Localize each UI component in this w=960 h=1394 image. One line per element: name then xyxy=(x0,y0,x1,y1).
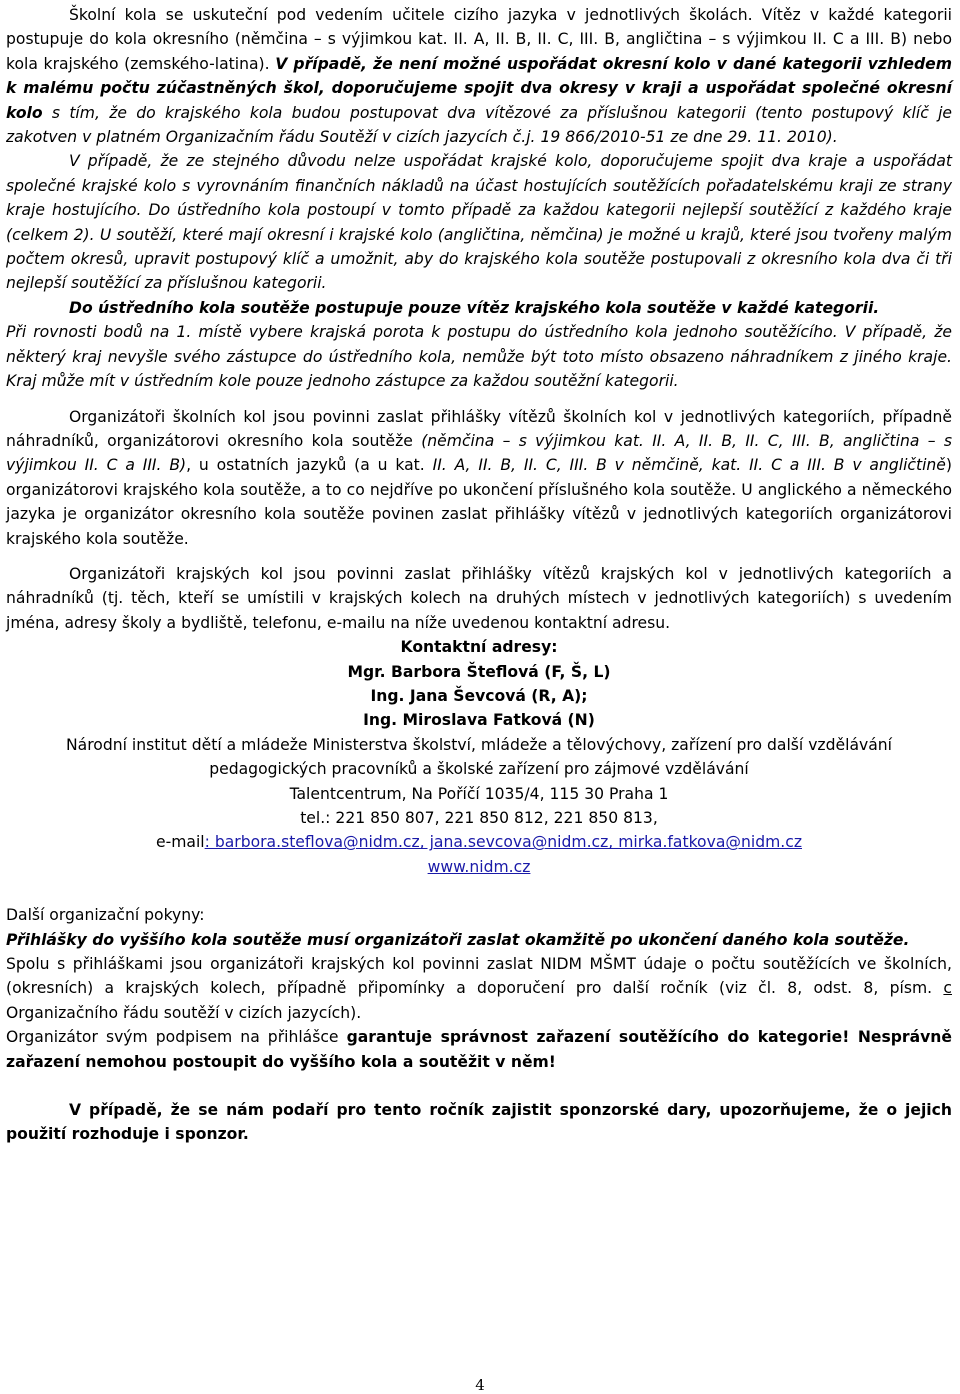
other-languages-text: , u ostatních jazyků (a u kat. xyxy=(186,456,433,475)
email-label: e-mail xyxy=(155,833,205,852)
email-links[interactable]: : barbora.steflova@nidm.cz, jana.sevcova@nidm.cz, mirka.fatkova@nidm.cz xyxy=(204,833,802,852)
contact-block xyxy=(6,635,952,879)
region-merge-advance: Do ústředního kola postoupí v tomto případě za každou kategorii nejlepší soutěžící z každého kraje (celkem 2). xyxy=(6,201,952,244)
institution-address: Talentcentrum, Na Poříčí 1035/4, 115 30 Praha 1 xyxy=(289,784,669,803)
institution-name: Národní institut dětí a mládeže Ministerstva školství, mládeže a tělovýchovy, zařízení pro další vzdělávání xyxy=(66,735,892,754)
region-merge-text: V případě, že ze stejného důvodu nelze uspořádat krajské kolo, doporučujeme spojit dva kraje a uspořádat společné krajské kolo s vyrovnáním finančních nákladů na účast hostujících soutěžících pořadatelskému kraji ze strany kraje hostujícího. xyxy=(6,152,952,220)
letter-c: c xyxy=(943,979,952,998)
spacer xyxy=(6,551,952,562)
contact-heading: Kontaktní adresy: xyxy=(400,638,558,657)
category-exceptions: II. A, II. B, II. C, III. B v němčině, kat. II. C a III. B v angličtině xyxy=(432,456,946,475)
contact-person-fatkova: Ing. Miroslava Fatková (N) xyxy=(363,711,595,730)
statistics-text: Spolu s přihláškami jsou organizátoři krajských kol povinni zaslat NIDM MŠMT údaje o počtu soutěžících ve školních, (okresních) a krajských kolech, případně připomínky a doporučení pro další ročník (viz čl. 8, odst. 8, písm. xyxy=(6,955,952,998)
document-page xyxy=(6,3,952,1147)
paragraph-regional-organizers: Organizátoři krajských kol jsou povinni zaslat přihlášky vítězů krajských kol v jednotlivých kategoriích a náhradníků (tj. těch, kteří se umístili v krajských kolech na druhých místech v jednotlivých kategoriích) s uvedením jména, adresy školy a bydliště, telefonu, e-mailu na níže uvedenou kontaktní adresu. xyxy=(6,564,952,632)
institution-name-cont: pedagogických pracovníků a školské zařízení pro zájmové vzdělávání xyxy=(209,760,749,779)
district-merge-recommendation: V případě, že není možné uspořádat okresní kolo v dané kategorii vzhledem k malému počtu zúčastněných škol, doporučujeme spojit dva okresy v kraji a uspořádat společné okresní kolo xyxy=(6,54,952,122)
page-number: 4 xyxy=(475,1376,485,1394)
paragraph-school-rounds xyxy=(6,3,952,149)
school-organizers-text: Organizátoři školních kol jsou povinni zaslat přihlášky vítězů školních kol v jednotlivých kategoriích, případně náhradníků, organizátorovi okresního kola soutěže xyxy=(6,407,952,450)
contact-person-steflova: Mgr. Barbora Šteflová (F, Š, L) xyxy=(347,662,611,681)
german-english-exceptions: (němčina – s výjimkou kat. II. A, II. B, II. C, III. B, angličtina – s výjimkou II. C a III. B) xyxy=(6,431,952,475)
paragraph-school-organizers xyxy=(6,405,952,551)
school-rounds-text: Školní kola se uskuteční pod vedením učitele cizího jazyka v jednotlivých školách. Vítěz v každé kategorii postupuje do kola okresního (němčina – s výjimkou kat. II. A, II. B, II. C, III. B, angličtina – s výjimkou II. C a III. B) nebo kola krajského (zemského-latina). xyxy=(6,6,952,73)
regional-organizer-text: ) organizátorovi krajského kola soutěže, a to co nejdříve po ukončení příslušného kola soutěže. U anglického a německého jazyka je organizátor okresního kola soutěže povinen zaslat přihlášky vítězů v jednotlivých kategoriích organizátorovi krajského kola soutěže. xyxy=(6,456,952,548)
tie-rule-text: Při rovnosti bodů na 1. místě vybere krajská porota k postupu do ústředního kola jednoho soutěžícího. V případě, že některý kraj nevyšle svého zástupce do ústředního kola, nemůže být toto místo obsazeno náhradníkem z jiného kraje. Kraj může mít v ústředním kole pouze jednoho zástupce za každou soutěžní kategorii. xyxy=(6,323,952,391)
region-merge-key: U soutěží, které mají okresní i krajské kolo (angličtina, němčina) je možné u krajů, které jsou tvořeny malým počtem okresů, upravit postupový klíč a umožnit, aby do krajského kola soutěže postupovali z okresního kola dva či tři nejlepší soutěžící za příslušnou kategorii. xyxy=(6,225,952,293)
signature-text: Organizátor svým podpisem na přihlášce xyxy=(6,1028,347,1047)
institution-phone: tel.: 221 850 807, 221 850 812, 221 850 813, xyxy=(300,809,658,827)
web-link[interactable]: www.nidm.cz xyxy=(427,857,531,876)
category-guarantee: garantuje správnost zařazení soutěžícího do kategorie! Nesprávně zařazení nemohou postoupit do vyššího kola a soutěžit v něm! xyxy=(6,1028,952,1071)
statistics-text-end: Organizačního řádu soutěží v cizích jazycích). xyxy=(6,1003,362,1022)
signature-instruction xyxy=(6,1025,952,1074)
contact-person-sevcova: Ing. Jana Ševcová (R, A); xyxy=(370,686,588,705)
institution-email xyxy=(6,830,952,854)
spacer xyxy=(6,394,952,405)
statistics-instruction xyxy=(6,952,952,1025)
institution-web xyxy=(6,855,952,879)
central-round-rule: Do ústředního kola soutěže postupuje pouze vítěz krajského kola soutěže v každé kategorii. xyxy=(69,298,880,317)
paragraph-region-merge xyxy=(6,149,952,295)
sponsor-notice: V případě, že se nám podaří pro tento ročník zajistit sponzorské dary, upozorňujeme, že o jejich použití rozhoduje i sponzor. xyxy=(6,1101,952,1144)
district-merge-details: s tím, že do krajského kola budou postupovat dva vítězové za příslušnou kategorii (tento postupový klíč je zakotven v platném Organizačním řádu Soutěží v cizích jazycích č.j. 19 866/2010-51 ze dne 29. 11. 2010). xyxy=(6,103,952,147)
deadline-warning: Přihlášky do vyššího kola soutěže musí organizátoři zaslat okamžitě po ukončení daného kola soutěže. xyxy=(6,930,910,949)
spacer xyxy=(6,879,952,903)
other-instructions-heading: Další organizační pokyny: xyxy=(6,906,205,925)
spacer xyxy=(6,1074,952,1098)
